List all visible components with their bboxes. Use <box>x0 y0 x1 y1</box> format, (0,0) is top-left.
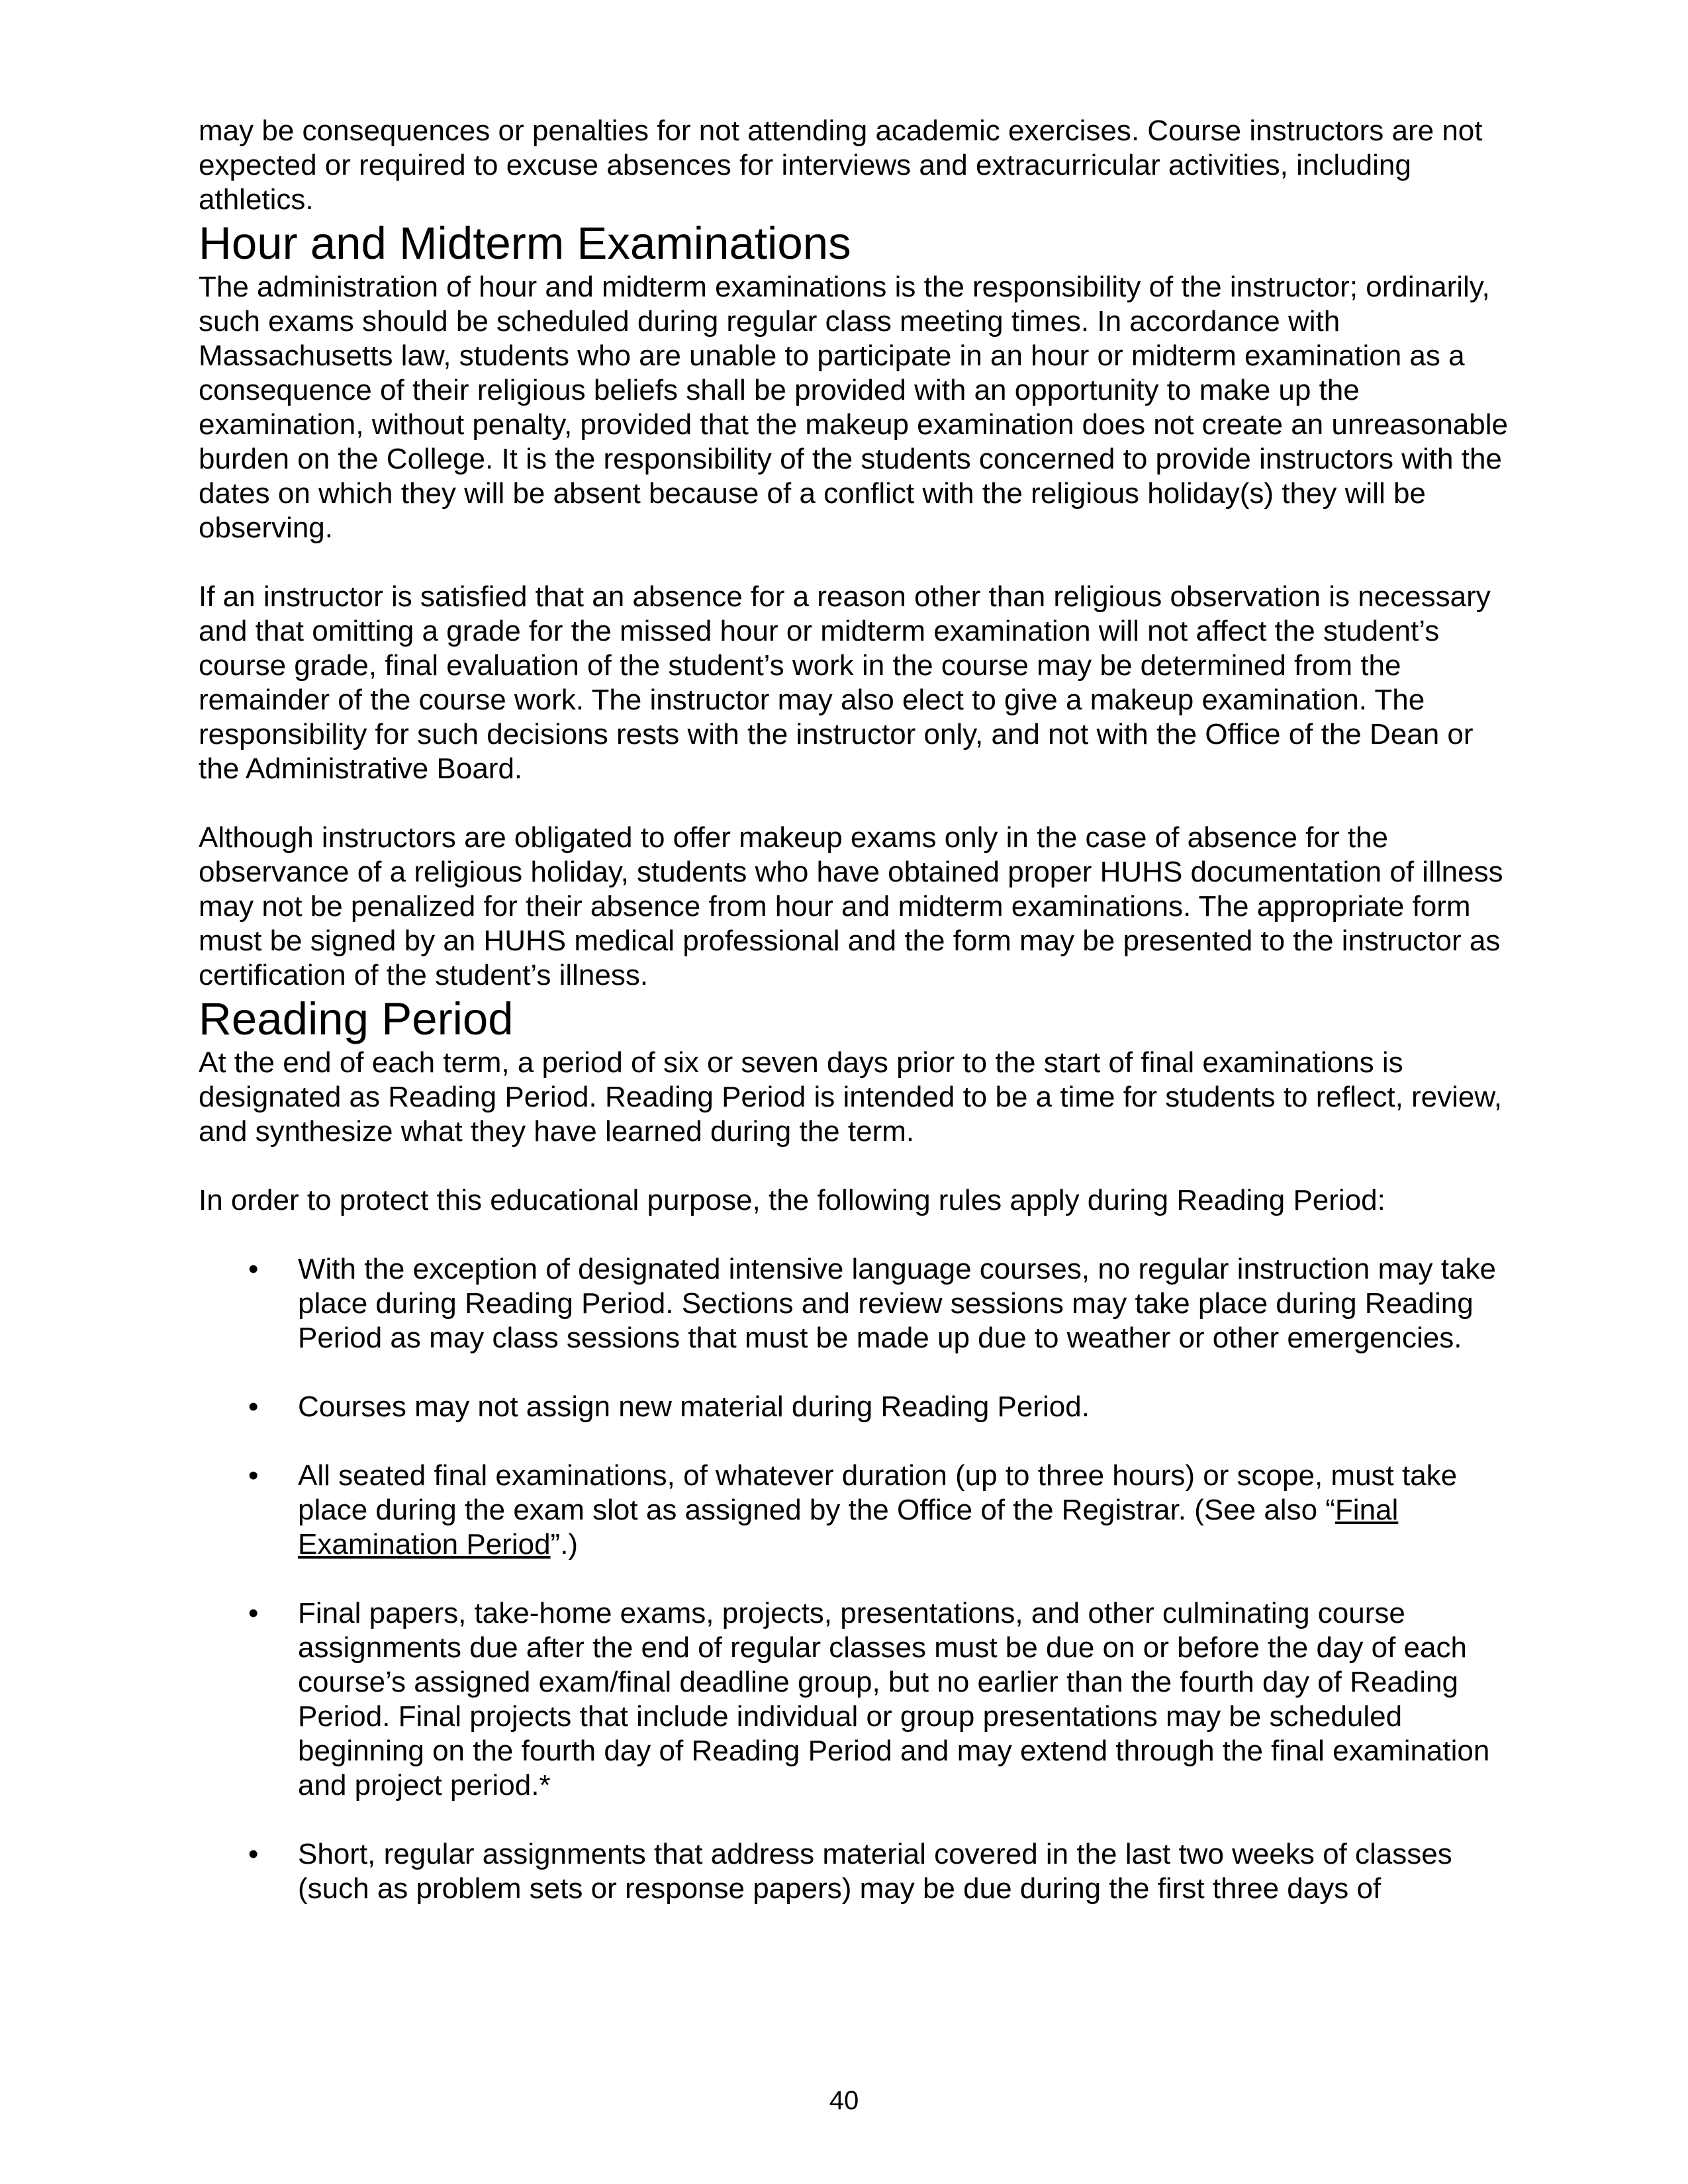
rule-text-before-link: All seated final examinations, of whatever duration (up to three hours) or scope, must take place during the exam slot as assigned by the Office of the Registrar. (See also “ <box>298 1459 1458 1526</box>
rule-text-after-link: ”.) <box>550 1528 579 1561</box>
final-examination-period-link[interactable]: Final Examination Period <box>298 1494 1399 1561</box>
page-number: 40 <box>829 2086 859 2115</box>
rule-text: With the exception of designated intensive language courses, no regular instruction may take place during Reading Period. Sections and review sessions may take place during Reading Period as may class sessions that must be made up due to weather or other emergencies. <box>298 1253 1496 1354</box>
reading-period-paragraph-1: At the end of each term, a period of six or seven days prior to the start of final examinations is designated as Reading Period. Reading Period is intended to be a time for students to reflect, review, and synthesize what they have learned during the term. <box>199 1046 1502 1148</box>
bullet-icon: • <box>248 1253 259 1285</box>
intro-paragraph: may be consequences or penalties for not attending academic exercises. Course instructors are not expected or required to excuse absences for interviews and extracurricular activities, including athletics. <box>199 114 1483 216</box>
bullet-icon: • <box>248 1390 259 1423</box>
section-heading-hour-midterm: Hour and Midterm Examinations <box>199 218 851 269</box>
page-content <box>199 114 1509 1906</box>
list-item <box>199 1837 1509 1906</box>
hour-midterm-paragraph-1: The administration of hour and midterm examinations is the responsibility of the instructor; ordinarily, such exams should be scheduled during regular class meeting times. In accordance with Massachusetts law, students who are unable to participate in an hour or midterm examination as a consequence of their religious beliefs shall be provided with an opportunity to make up the examination, without penalty, provided that the makeup examination does not create an unreasonable burden on the College. It is the responsibility of the students concerned to provide instructors with the dates on which they will be absent because of a conflict with the religious holiday(s) they will be observing. <box>199 271 1509 544</box>
rule-text: Final papers, take-home exams, projects, presentations, and other culminating course assignments due after the end of regular classes must be due on or before the day of each course’s assigned exam/final deadline group, but no earlier than the fourth day of Reading Period. Final projects that include individual or group presentations may be scheduled beginning on the fourth day of Reading Period and may extend through the final examination and project period.* <box>298 1597 1490 1801</box>
section-heading-reading-period: Reading Period <box>199 993 514 1044</box>
bullet-icon: • <box>248 1459 259 1492</box>
rule-text: Courses may not assign new material during Reading Period. <box>298 1390 1090 1423</box>
reading-period-paragraph-2: In order to protect this educational purpose, the following rules apply during Reading Period: <box>199 1184 1385 1216</box>
reading-period-rules-list <box>199 1252 1509 1906</box>
hour-midterm-paragraph-2: If an instructor is satisfied that an absence for a reason other than religious observation is necessary and that omitting a grade for the missed hour or midterm examination will not affect the student’s course grade, final evaluation of the student’s work in the course may be determined from the remainder of the course work. The instructor may also elect to give a makeup examination. The responsibility for such decisions rests with the instructor only, and not with the Office of the Dean or the Administrative Board. <box>199 580 1491 785</box>
bullet-icon: • <box>248 1597 259 1629</box>
list-item <box>199 1252 1509 1355</box>
list-item <box>199 1390 1509 1424</box>
list-item <box>199 1596 1509 1803</box>
rule-text: Short, regular assignments that address material covered in the last two weeks of classes (such as problem sets or response papers) may be due during the first three days of <box>298 1838 1452 1905</box>
list-item <box>199 1459 1509 1562</box>
bullet-icon: • <box>248 1838 259 1870</box>
hour-midterm-paragraph-3: Although instructors are obligated to offer makeup exams only in the case of absence for the observance of a religious holiday, students who have obtained proper HUHS documentation of illness may not be penalized for their absence from hour and midterm examinations. The appropriate form must be signed by an HUHS medical professional and the form may be presented to the instructor as certification of the student’s illness. <box>199 821 1503 991</box>
